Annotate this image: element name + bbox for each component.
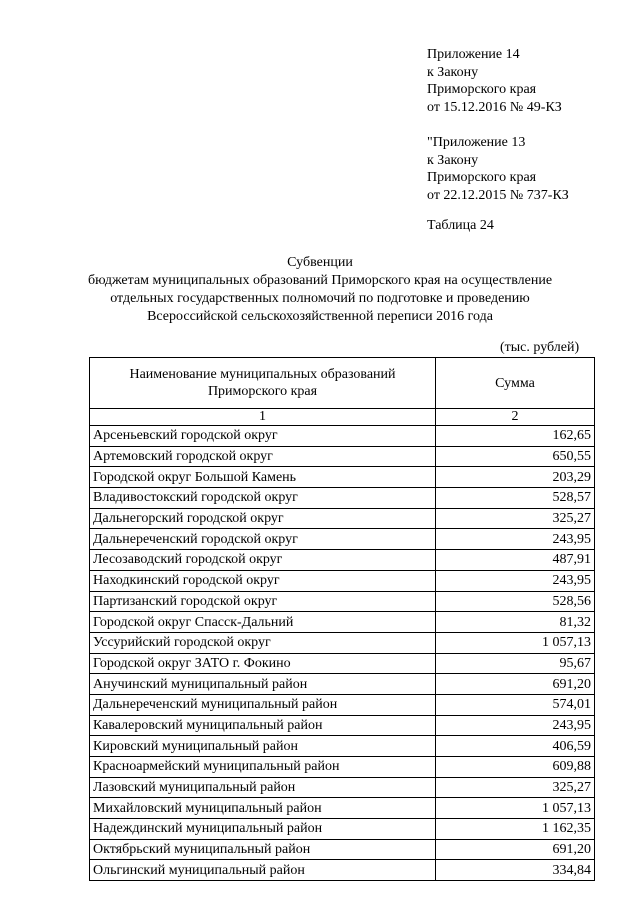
header-line: к Закону (427, 64, 479, 80)
table-label: Таблица 24 (427, 218, 494, 233)
amount-value: 487,91 (436, 550, 595, 571)
units-label: (тыс. рублей) (500, 340, 580, 355)
title-line: отдельных государственных полномочий по подготовке и проведению (110, 291, 530, 306)
amount-value: 81,32 (436, 612, 595, 633)
amount-value: 1 057,13 (436, 632, 595, 653)
municipality-name: Михайловский муниципальный район (90, 798, 436, 819)
table-row (90, 860, 595, 881)
amount-value: 203,29 (436, 467, 595, 488)
appendix-header (427, 46, 569, 204)
amount-value: 243,95 (436, 715, 595, 736)
amount-value: 162,65 (436, 426, 595, 447)
amount-value: 1 162,35 (436, 819, 595, 840)
municipality-name: Дальнереченский городской округ (90, 529, 436, 550)
table-row (90, 819, 595, 840)
amount-value: 574,01 (436, 694, 595, 715)
column-number: 2 (436, 409, 595, 426)
table-row (90, 508, 595, 529)
municipality-name: Артемовский городской округ (90, 446, 436, 467)
table-row (90, 467, 595, 488)
table-header-row (90, 358, 595, 409)
header-line: от 22.12.2015 № 737-КЗ (427, 187, 569, 203)
amount-value: 691,20 (436, 839, 595, 860)
amount-value: 528,56 (436, 591, 595, 612)
table-row (90, 653, 595, 674)
subventions-table (89, 357, 595, 881)
municipality-name: Находкинский городской округ (90, 570, 436, 591)
header-line: Приморского края (427, 170, 537, 185)
municipality-name: Дальнереченский муниципальный район (90, 694, 436, 715)
amount-value: 95,67 (436, 653, 595, 674)
title-line: бюджетам муниципальных образований Приморского края на осуществление (87, 273, 553, 288)
municipality-name: Красноармейский муниципальный район (90, 757, 436, 778)
spacer (427, 116, 569, 134)
amount-value: 325,27 (436, 777, 595, 798)
amount-value: 243,95 (436, 529, 595, 550)
column-header-name: Наименование муниципальных образований Приморского края (90, 358, 436, 409)
amount-value: 609,88 (436, 757, 595, 778)
municipality-name: Ольгинский муниципальный район (90, 860, 436, 881)
municipality-name: Лазовский муниципальный район (90, 777, 436, 798)
table-row (90, 715, 595, 736)
header-line: от 15.12.2016 № 49-КЗ (427, 99, 562, 115)
municipality-name: Арсеньевский городской округ (90, 426, 436, 447)
municipality-name: Владивостокский городской округ (90, 488, 436, 509)
municipality-name: Надеждинский муниципальный район (90, 819, 436, 840)
title-line: Всероссийской сельскохозяйственной переписи 2016 года (147, 309, 493, 324)
table-body (90, 426, 595, 881)
table-row (90, 591, 595, 612)
municipality-name: Кировский муниципальный район (90, 736, 436, 757)
amount-value: 528,57 (436, 488, 595, 509)
amount-value: 1 057,13 (436, 798, 595, 819)
municipality-name: Городской округ Большой Камень (90, 467, 436, 488)
table-row (90, 839, 595, 860)
table-row (90, 550, 595, 571)
amount-value: 334,84 (436, 860, 595, 881)
table-row (90, 674, 595, 695)
header-line: Приморского края (427, 82, 537, 97)
table-row (90, 529, 595, 550)
header-line: "Приложение 13 (427, 135, 526, 150)
table-row (90, 426, 595, 447)
amount-value: 691,20 (436, 674, 595, 695)
municipality-name: Анучинский муниципальный район (90, 674, 436, 695)
municipality-name: Октябрьский муниципальный район (90, 839, 436, 860)
municipality-name: Лесозаводский городской округ (90, 550, 436, 571)
title-line: Субвенции (287, 255, 353, 270)
column-number-row (90, 409, 595, 426)
table-row (90, 757, 595, 778)
table-row (90, 570, 595, 591)
table-row (90, 446, 595, 467)
column-number: 1 (90, 409, 436, 426)
table-row (90, 777, 595, 798)
document-title (40, 254, 600, 326)
table-row (90, 488, 595, 509)
table-row (90, 736, 595, 757)
amount-value: 650,55 (436, 446, 595, 467)
table-row (90, 612, 595, 633)
table-row (90, 798, 595, 819)
municipality-name: Дальнегорский городской округ (90, 508, 436, 529)
municipality-name: Кавалеровский муниципальный район (90, 715, 436, 736)
column-header-amount: Сумма (436, 358, 595, 409)
municipality-name: Городской округ ЗАТО г. Фокино (90, 653, 436, 674)
amount-value: 243,95 (436, 570, 595, 591)
municipality-name: Уссурийский городской округ (90, 632, 436, 653)
table-row (90, 632, 595, 653)
amount-value: 406,59 (436, 736, 595, 757)
amount-value: 325,27 (436, 508, 595, 529)
header-line: к Закону (427, 152, 479, 168)
table-row (90, 694, 595, 715)
header-line: Приложение 14 (427, 47, 520, 62)
municipality-name: Партизанский городской округ (90, 591, 436, 612)
municipality-name: Городской округ Спасск-Дальний (90, 612, 436, 633)
